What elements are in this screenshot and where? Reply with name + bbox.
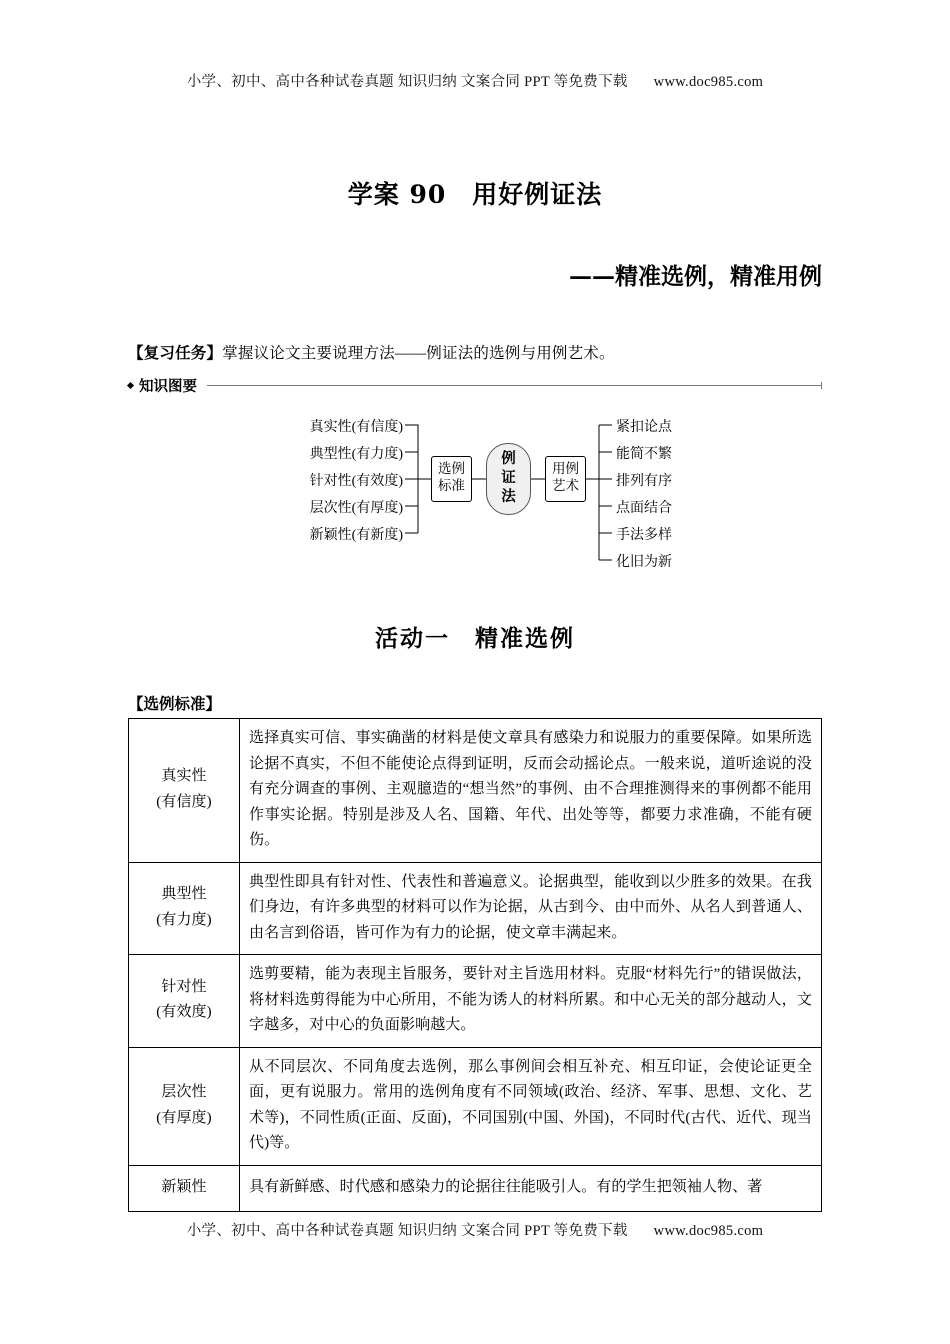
mindmap-right-box-line1: 用例 [552, 461, 579, 476]
mindmap-right-box [545, 456, 586, 502]
mindmap-left-item-1: 典型性(有力度) [309, 447, 403, 462]
mindmap-left-item-0: 真实性(有信度) [309, 420, 403, 435]
criteria-name-line1: 真实性 [161, 768, 207, 785]
criteria-name-line1: 典型性 [161, 886, 207, 903]
criteria-name-cell [129, 1047, 240, 1165]
mindmap-left-box-line2: 标准 [438, 478, 465, 493]
review-task-text: 掌握议论文主要说理方法——例证法的选例与用例艺术。 [222, 345, 615, 362]
criteria-name-line1: 层次性 [161, 1084, 207, 1100]
activity-title: 活动一 精准选例 [375, 625, 575, 652]
knowledge-mindmap [255, 408, 725, 588]
criteria-name-line1: 针对性 [161, 978, 207, 995]
header-note-text: 小学、初中、高中各种试卷真题 知识归纳 文案合同 PPT 等免费下载 [186, 74, 628, 90]
criteria-label: 【选例标准】 [128, 696, 222, 713]
criteria-desc-cell: 具有新鲜感、时代感和感染力的论据往往能吸引人。有的学生把领袖人物、著 [240, 1165, 822, 1211]
criteria-name-line2: (有效度) [156, 1004, 212, 1021]
mindmap-center-line2: 证 [501, 470, 516, 486]
table-row [129, 1047, 822, 1165]
criteria-name-line2: (有力度) [156, 911, 212, 928]
footer-watermark [0, 1219, 950, 1240]
table-row [129, 955, 822, 1048]
section-title: 知识图要 [139, 378, 197, 395]
bullet-square-icon [127, 381, 134, 388]
criteria-desc-cell: 典型性即具有针对性、代表性和普遍意义。论据典型，能收到以少胜多的效果。在我们身边，有许多典型的材料可以作为论据，从古到今、由中而外、从名人到普通人、由名言到俗语，皆可作为有力的论据，使文章丰满起来。 [240, 862, 822, 955]
table-row [129, 719, 822, 863]
criteria-name-cell [129, 955, 240, 1048]
criteria-table [128, 718, 822, 1212]
criteria-name-cell [129, 862, 240, 955]
criteria-name-cell [129, 1165, 240, 1211]
mindmap-left-box-line1: 选例 [438, 461, 465, 476]
mindmap-center-node [486, 443, 531, 515]
criteria-name-line1: 新颖性 [161, 1178, 207, 1195]
review-task-label: 【复习任务】 [128, 345, 223, 362]
mindmap-center-line3: 法 [501, 489, 516, 505]
footer-note-url: www.doc985.com [653, 1223, 764, 1239]
footer-note-text: 小学、初中、高中各种试卷真题 知识归纳 文案合同 PPT 等免费下载 [186, 1223, 628, 1239]
criteria-name-cell [129, 719, 240, 863]
criteria-name-line2: (有信度) [156, 793, 212, 810]
header-watermark [0, 70, 950, 91]
header-note-url: www.doc985.com [653, 74, 764, 90]
mindmap-left-item-4: 新颖性(有新度) [309, 528, 403, 543]
table-row [129, 862, 822, 955]
mindmap-left-box [431, 456, 472, 502]
table-row [129, 1165, 822, 1211]
page-subtitle: ——精准选例，精准用例 [569, 263, 822, 290]
mindmap-center-line1: 例 [501, 451, 516, 467]
mindmap-left-item-3: 层次性(有厚度) [309, 501, 403, 516]
mindmap-right-item-1: 能简不繁 [616, 447, 672, 462]
knowledge-map-section-header [128, 375, 822, 395]
mindmap-right-item-3: 点面结合 [616, 501, 672, 516]
mindmap-right-item-4: 手法多样 [616, 528, 672, 543]
mindmap-right-box-line2: 艺术 [552, 478, 579, 493]
mindmap-right-item-2: 排列有序 [616, 474, 672, 489]
page-title: 学案 90 用好例证法 [347, 180, 603, 209]
criteria-desc-cell: 选择真实可信、事实确凿的材料是使文章具有感染力和说服力的重要保障。如果所选论据不真实，不但不能使论点得到证明，反而会动摇论点。一般来说，道听途说的没有充分调查的事例、主观臆造的“想当然”的事例、由不合理推测得来的事例都不能用作事实论据。特别是涉及人名、国籍、年代、出处等等，都要力求准确，不能有硬伤。 [240, 719, 822, 863]
criteria-desc-cell: 从不同层次、不同角度去选例，那么事例间会相互补充、相互印证，会使论证更全面，更有说服力。常用的选例角度有不同领域(政治、经济、军事、思想、文化、艺术等)，不同性质(正面、反面)，不同国别(中国、外国)，不同时代(古代、近代、现当代)等。 [240, 1047, 822, 1165]
criteria-name-line2: (有厚度) [156, 1109, 212, 1126]
section-divider-cap [821, 382, 822, 389]
mindmap-right-item-0: 紧扣论点 [616, 420, 672, 435]
review-task-line [128, 341, 615, 363]
section-divider-rule [207, 385, 821, 386]
mindmap-right-item-5: 化旧为新 [616, 555, 672, 570]
criteria-desc-cell: 选剪要精，能为表现主旨服务，要针对主旨选用材料。克服“材料先行”的错误做法，将材料选剪得能为中心所用，不能为诱人的材料所累。和中心无关的部分越动人，文字越多，对中心的负面影响越大。 [240, 955, 822, 1048]
mindmap-left-item-2: 针对性(有效度) [309, 474, 403, 489]
